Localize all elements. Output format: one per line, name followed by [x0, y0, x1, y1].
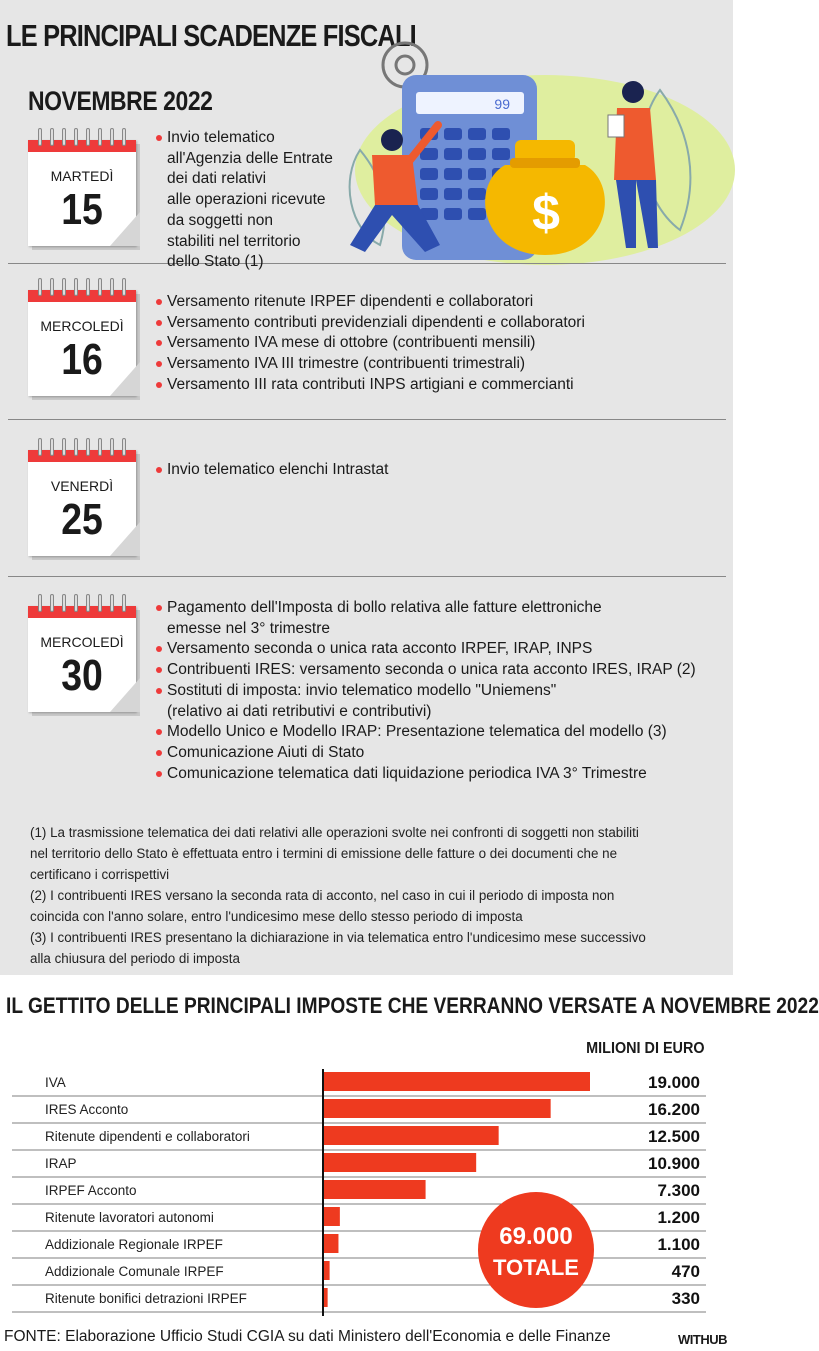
- list-item: Pagamento dell'Imposta di bollo relativa alle fatture elettroniche emesse nel 3° trimestre: [156, 598, 696, 639]
- source-note: FONTE: Elaborazione Ufficio Studi CGIA su dati Ministero dell'Economia e delle Finanze: [4, 1328, 611, 1345]
- value-label: 330: [671, 1289, 700, 1308]
- value-label: 16.200: [648, 1100, 700, 1119]
- list-item: Invio telematico all'Agenzia delle Entrate dei dati relativi alle operazioni ricevute da soggetti non stabiliti nel territorio dello Stato (1): [156, 128, 333, 273]
- month-title: NOVEMBRE 2022: [28, 86, 213, 116]
- total-circle: [478, 1192, 594, 1308]
- calendar-day-name: VENERDÌ: [50, 478, 114, 494]
- list-item: Invio telematico elenchi Intrastat: [156, 460, 388, 481]
- calendar-day-number: 25: [61, 495, 103, 544]
- calendar-day-number: 15: [61, 185, 103, 234]
- page-title: LE PRINCIPALI SCADENZE FISCALI: [6, 18, 416, 53]
- list-item: Versamento IVA mese di ottobre (contribuenti mensili): [156, 333, 585, 354]
- category-label: Addizionale Comunale IRPEF: [45, 1264, 224, 1279]
- chart-unit: MILIONI DI EURO: [586, 1040, 705, 1057]
- list-item: Versamento contributi previdenziali dipendenti e collaboratori: [156, 313, 585, 334]
- category-label: IVA: [45, 1075, 66, 1090]
- calendar-day-name: MARTEDÌ: [50, 168, 114, 184]
- list-item: Contribuenti IRES: versamento seconda o unica rata acconto IRES, IRAP (2): [156, 660, 696, 681]
- chart-title: IL GETTITO DELLE PRINCIPALI IMPOSTE CHE VERRANNO VERSATE A NOVEMBRE 2022: [6, 993, 819, 1018]
- list-item: Versamento seconda o unica rata acconto IRPEF, IRAP, INPS: [156, 639, 696, 660]
- value-label: 12.500: [648, 1127, 700, 1146]
- list-item: Versamento ritenute IRPEF dipendenti e collaboratori: [156, 292, 585, 313]
- bar: [323, 1072, 590, 1091]
- value-label: 7.300: [657, 1181, 700, 1200]
- bar: [323, 1126, 499, 1145]
- category-label: Ritenute bonifici detrazioni IRPEF: [45, 1291, 247, 1306]
- footnote-line: nel territorio dello Stato è effettuata entro i termini di emissione delle fatture o dei documenti che ne: [30, 846, 618, 861]
- category-label: IRAP: [45, 1156, 77, 1171]
- category-label: Ritenute lavoratori autonomi: [45, 1210, 214, 1225]
- value-label: 1.200: [657, 1208, 700, 1227]
- category-label: Ritenute dipendenti e collaboratori: [45, 1129, 250, 1144]
- footnote-line: (2) I contribuenti IRES versano la seconda rata di acconto, nel caso in cui il periodo di imposta non: [30, 888, 615, 903]
- value-label: 1.100: [657, 1235, 700, 1254]
- value-label: 470: [671, 1262, 700, 1281]
- footnote-line: alla chiusura del periodo di imposta: [30, 951, 240, 966]
- brand-logo: WITHUB: [678, 1332, 727, 1347]
- bar: [323, 1234, 338, 1253]
- calendar-day-name: MERCOLEDÌ: [40, 634, 124, 650]
- category-label: IRPEF Acconto: [45, 1183, 137, 1198]
- dollar-sign: $: [532, 185, 560, 241]
- list-item: Comunicazione telematica dati liquidazione periodica IVA 3° Trimestre: [156, 764, 696, 785]
- list-item: Sostituti di imposta: invio telematico modello "Uniemens" (relativo ai dati retributivi e contributivi): [156, 681, 696, 722]
- category-label: IRES Acconto: [45, 1102, 129, 1117]
- calc-display: 99: [494, 96, 510, 112]
- list-item: Versamento IVA III trimestre (contribuenti trimestrali): [156, 354, 585, 375]
- calendar-day-number: 16: [61, 335, 103, 384]
- value-label: 10.900: [648, 1154, 700, 1173]
- list-item: Versamento III rata contributi INPS artigiani e commercianti: [156, 375, 585, 396]
- bar: [323, 1207, 340, 1226]
- list-item: Comunicazione Aiuti di Stato: [156, 743, 696, 764]
- calendar-day-name: MERCOLEDÌ: [40, 318, 124, 334]
- bar: [323, 1180, 426, 1199]
- bar: [323, 1099, 551, 1118]
- footnote-line: (3) I contribuenti IRES presentano la dichiarazione in via telematica entro l'undicesimo mese successivo: [30, 930, 646, 945]
- bar: [323, 1153, 476, 1172]
- total-value: 69.000: [499, 1223, 573, 1250]
- list-item: Modello Unico e Modello IRAP: Presentazione telematica del modello (3): [156, 722, 696, 743]
- footnote-line: (1) La trasmissione telematica dei dati relativi alle operazioni svolte nei confronti di soggetti non stabiliti: [30, 825, 639, 840]
- calendar-day-number: 30: [61, 651, 103, 700]
- category-label: Addizionale Regionale IRPEF: [45, 1237, 223, 1252]
- footnote-line: coincida con l'anno solare, entro l'undicesimo mese dello stesso periodo di imposta: [30, 909, 523, 924]
- total-label: TOTALE: [493, 1255, 579, 1280]
- footnote-line: certificano i corrispettivi: [30, 867, 170, 882]
- value-label: 19.000: [648, 1073, 700, 1092]
